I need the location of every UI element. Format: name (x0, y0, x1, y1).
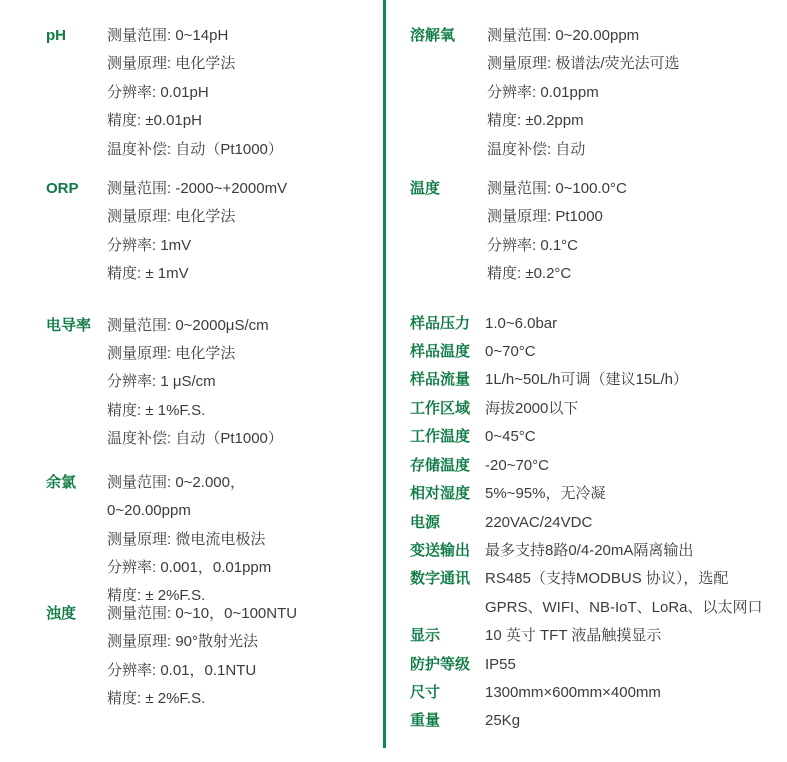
spec-line: 精度: ±0.01pH (107, 112, 202, 130)
spec-line: 温度补偿: 自动 (487, 140, 586, 158)
spec-value: 25Kg (485, 712, 521, 730)
spec-line: 分辨率: 0.01pH (107, 83, 209, 101)
sensor-name: 电导率 (46, 316, 92, 334)
spec-line: 精度: ± 2%F.S. (107, 689, 206, 707)
sensor-specs (107, 600, 371, 714)
spec-line: 测量原理: 电化学法 (107, 208, 236, 226)
spec-row-sample-flow (410, 366, 782, 394)
spec-label: 存储温度 (410, 456, 471, 474)
spec-row-digital-communication (410, 565, 782, 622)
spec-label: 工作温度 (410, 428, 471, 446)
spec-value: 5%~95%，无冷凝 (485, 485, 606, 503)
spec-value: 1300mm×600mm×400mm (485, 683, 661, 701)
sensor-name: pH (46, 27, 66, 44)
spec-line: 测量原理: Pt1000 (487, 208, 603, 226)
spec-line: 测量原理: 电化学法 (107, 55, 236, 73)
sensor-specs (107, 22, 371, 164)
spec-label: 数字通讯 (410, 570, 471, 588)
spec-line: 测量原理: 极谱法/荧光法可选 (487, 55, 680, 73)
spec-value-line: RS485（支持MODBUS 协议），选配 (485, 570, 729, 588)
spec-row-storage-temperature (410, 452, 782, 480)
sensor-specs (107, 175, 371, 289)
spec-row-dimensions (410, 679, 782, 707)
sensor-section-residual-chlorine (46, 469, 371, 611)
spec-line: 分辨率: 0.01ppm (487, 83, 599, 101)
spec-line: 测量范围: 0~100.0°C (487, 180, 627, 198)
spec-value: 海拔2000以下 (485, 399, 579, 417)
sensor-name: ORP (46, 180, 79, 198)
spec-value-line: GPRS、WIFI、NB-IoT、LoRa、以太网口 (485, 598, 763, 616)
spec-row-display (410, 622, 782, 650)
sensor-name: 浊度 (46, 604, 77, 622)
spec-line: 测量原理: 90°散射光法 (107, 633, 259, 651)
sensor-specs (487, 175, 782, 289)
spec-row-transmitter-output (410, 537, 782, 565)
general-spec-list (410, 310, 782, 736)
sensor-section-orp (46, 175, 371, 289)
spec-row-weight (410, 707, 782, 735)
spec-value: 0~45°C (485, 428, 536, 446)
sensor-section-conductivity (46, 312, 371, 454)
spec-label: 工作区域 (410, 399, 471, 417)
spec-row-working-temperature (410, 423, 782, 451)
spec-line: 温度补偿: 自动（Pt1000） (107, 430, 283, 448)
spec-value: 1.0~6.0bar (485, 314, 558, 332)
spec-label: 样品压力 (410, 314, 471, 332)
spec-line: 精度: ±0.2°C (487, 265, 572, 283)
sensor-name: 温度 (410, 180, 441, 198)
spec-line: 测量原理: 电化学法 (107, 345, 236, 363)
spec-value: 220VAC/24VDC (485, 513, 593, 531)
spec-line: 分辨率: 0.001，0.01ppm (107, 558, 272, 576)
spec-label: 样品温度 (410, 343, 471, 361)
spec-label: 样品流量 (410, 371, 471, 389)
spec-row-relative-humidity (410, 480, 782, 508)
spec-value: 0~70°C (485, 343, 536, 361)
sensor-specs (107, 312, 371, 454)
column-divider (383, 0, 386, 748)
spec-value: 1L/h~50L/h可调（建议15L/h） (485, 371, 689, 389)
spec-line: 分辨率: 1 μS/cm (107, 373, 216, 391)
spec-row-sample-temperature (410, 338, 782, 366)
spec-line: 测量范围: 0~10，0~100NTU (107, 604, 298, 622)
sensor-specs (107, 469, 371, 611)
spec-line: 精度: ±0.2ppm (487, 112, 584, 130)
spec-line: 测量范围: 0~20.00ppm (487, 27, 640, 44)
spec-label: 相对湿度 (410, 485, 471, 503)
spec-label: 防护等级 (410, 655, 471, 673)
spec-line: 测量范围: -2000~+2000mV (107, 180, 288, 198)
spec-line: 分辨率: 1mV (107, 236, 192, 254)
sensor-name: 溶解氧 (410, 27, 456, 44)
spec-line: 精度: ± 1%F.S. (107, 401, 206, 419)
sensor-section-turbidity (46, 600, 371, 714)
sensor-section-ph (46, 22, 371, 164)
spec-value: IP55 (485, 655, 516, 673)
spec-row-protection-rating (410, 651, 782, 679)
spec-label: 电源 (410, 513, 441, 531)
right-column (410, 22, 782, 736)
spec-row-sample-pressure (410, 310, 782, 338)
sensor-section-dissolved-oxygen (410, 22, 782, 164)
spec-line: 分辨率: 0.01，0.1NTU (107, 661, 257, 679)
left-column (46, 22, 371, 713)
spec-value: -20~70°C (485, 456, 549, 474)
spec-line: 测量范围: 0~2000μS/cm (107, 316, 269, 334)
spec-line: 精度: ± 2%F.S. (107, 587, 206, 605)
spec-row-working-area (410, 395, 782, 423)
spec-line: 0~20.00ppm (107, 502, 191, 520)
spec-line: 温度补偿: 自动（Pt1000） (107, 140, 283, 158)
spec-label: 显示 (410, 627, 441, 645)
spec-value: 10 英寸 TFT 液晶触摸显示 (485, 627, 662, 645)
spec-value: 最多支持8路0/4-20mA隔离输出 (485, 541, 694, 559)
sensor-name: 余氯 (46, 473, 77, 491)
spec-label: 变送输出 (410, 541, 471, 559)
spec-label: 重量 (410, 712, 441, 730)
spec-line: 测量原理: 微电流电极法 (107, 530, 266, 548)
spec-label: 尺寸 (410, 683, 441, 701)
spec-line: 测量范围: 0~2.000， (107, 473, 245, 491)
spec-line: 精度: ± 1mV (107, 265, 189, 283)
spec-row-power-supply (410, 509, 782, 537)
spec-value (485, 565, 782, 622)
sensor-section-temperature (410, 175, 782, 289)
spec-line: 分辨率: 0.1°C (487, 236, 579, 254)
sensor-specs (487, 22, 782, 164)
spec-line: 测量范围: 0~14pH (107, 27, 229, 44)
